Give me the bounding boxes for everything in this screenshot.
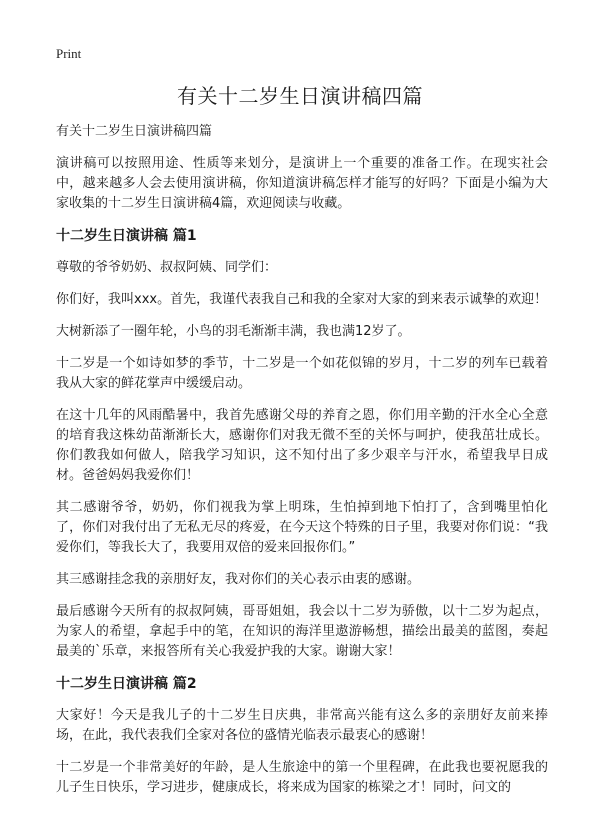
subtitle: 有关十二岁生日演讲稿四篇 <box>56 124 213 139</box>
paragraph: 你们好，我叫xxx。首先，我谨代表我自己和我的全家对大家的到来表示诚挚的欢迎！ <box>56 292 548 307</box>
paragraph: 在这十几年的风雨酷暑中，我首先感谢父母的养育之恩，你们用辛勤的汗水全心全意的培育我这株幼苗渐渐长大，感谢你们对我无微不至的关怀与呵护，使我茁壮成长。你们教我如何做人，陪我学习知识，这不知付出了多少艰辛与汗水，希望我早日成材。爸爸妈妈我爱你们！ <box>56 408 548 483</box>
section-heading: 十二岁生日演讲稿 篇1 <box>56 228 197 244</box>
intro-paragraph: 演讲稿可以按照用途、性质等来划分，是演讲上一个重要的准备工作。在现实社会中，越来越多人会去使用演讲稿，你知道演讲稿怎样才能写的好吗？下面是小编为大家收集的十二岁生日演讲稿4篇，欢迎阅读与收藏。 <box>56 156 548 211</box>
paragraph: 其二感谢爷爷，奶奶，你们视我为掌上明珠，生怕掉到地下怕打了，含到嘴里怕化了，你们对我付出了无私无尽的疼爱，在今天这个特殊的日子里，我要对你们说：“我爱你们，等我长大了，我要用双倍的爱来回报你们。” <box>56 500 548 555</box>
paragraph: 大家好！今天是我儿子的十二岁生日庆典，非常高兴能有这么多的亲朋好友前来捧场，在此，我代表我们全家对各位的盛情光临表示最衷心的感谢！ <box>56 708 548 743</box>
section-heading: 十二岁生日演讲稿 篇2 <box>56 676 197 692</box>
page-title: 有关十二岁生日演讲稿四篇 <box>177 84 423 108</box>
paragraph: 最后感谢今天所有的叔叔阿姨，哥哥姐姐，我会以十二岁为骄傲，以十二岁为起点，为家人的希望，拿起手中的笔，在知识的海洋里遨游畅想，描绘出最美的蓝图，奏起最美的`乐章，来报答所有关心我爱护我的大家。谢谢大家！ <box>56 604 548 659</box>
paragraph: 尊敬的爷爷奶奶、叔叔阿姨、同学们： <box>56 260 278 275</box>
print-link[interactable]: Print <box>56 46 82 61</box>
paragraph: 其三感谢挂念我的亲朋好友，我对你们的关心表示由衷的感谢。 <box>56 572 421 587</box>
paragraph: 大树新添了一圈年轮，小鸟的羽毛渐渐丰满，我也满12岁了。 <box>56 324 411 339</box>
paragraph: 十二岁是一个非常美好的年龄，是人生旅途中的第一个里程碑，在此我也要祝愿我的儿子生日快乐，学习进步，健康成长，将来成为国家的栋梁之才！同时，问文的 <box>56 760 548 795</box>
paragraph: 十二岁是一个如诗如梦的季节，十二岁是一个如花似锦的岁月，十二岁的列车已载着我从大家的鲜花掌声中缓缓启动。 <box>56 356 548 391</box>
article-body <box>56 122 548 810</box>
